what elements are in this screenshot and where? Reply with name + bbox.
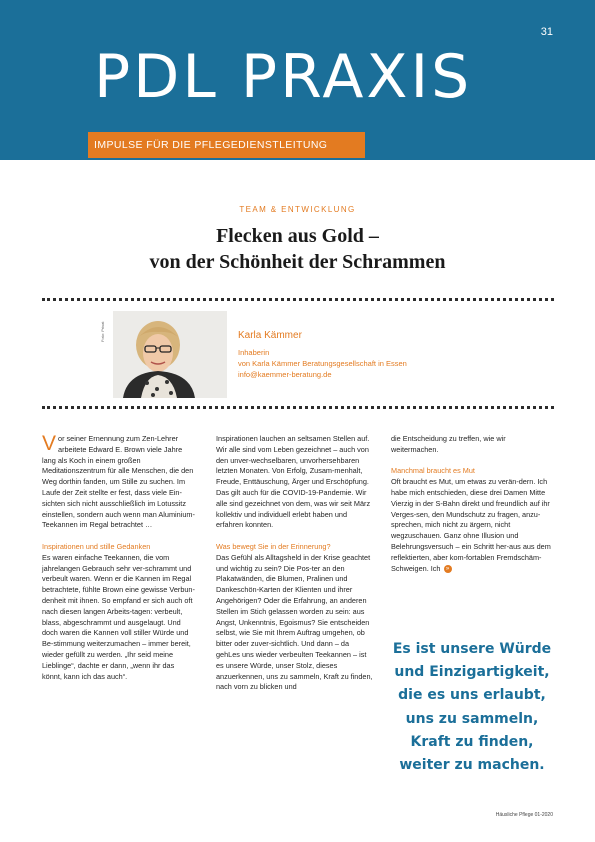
pull-quote-line: und Einzigartigkeit, [394, 664, 550, 681]
text-column-3 [391, 434, 553, 574]
subheading: Manchmal braucht es Mut [391, 466, 475, 476]
author-photo [113, 311, 227, 398]
dotted-divider-top [42, 298, 554, 301]
pull-quote-line: Es ist unsere Würde [392, 641, 552, 657]
pull-quote-line: weiter zu machen. [399, 757, 545, 774]
magazine-title: PDL PRAXIS [94, 42, 473, 112]
subheading: Inspirationen und stille Gedanken [42, 541, 151, 551]
text-column-2 [216, 434, 374, 693]
subheading: Was bewegt Sie in der Erinnerung? [216, 541, 331, 551]
footer-issue: Häusliche Pflege 01-2020 [495, 812, 553, 818]
paragraph: Vor seiner Ernennung zum Zen-Lehrer arbeitete Edward E. Brown viele Jahre lang als Koch in einem großen Meditationszentrum für alle Menschen, die den Weg dorthin fanden, um Stille zu suchen. Im Laufe der Zeit stellte er fest, dass viele Ein-sichten sich nicht ausschließlich im Lotussitz einstellen, sondern auch wenn man Aluminium-Teekannen im Regal betrachtet … [42, 432, 195, 530]
text-column-1 [42, 434, 195, 682]
pull-quote [391, 638, 553, 777]
magazine-subtitle: IMPULSE FÜR DIE PFLEGEDIENSTLEITUNG [94, 139, 328, 151]
paragraph: Das Gefühl als Alltagsheld in der Krise geachtet und wichtig zu sein? Die Pos-ter an den Plakatwänden, die Blumen, Pralinen und Dankeschön-Karten der Klienten und ihrer Angehörigen? Oder die Erfahrung, an anderen Stellen im Stich gelassen worden zu sein: aus Angst, Unkenntnis, Egoismus? Sie entscheiden selbst, wie Sie mit Ihrem Auftrag umgehen, ob bitter oder zuver-sichtlich. Und dann – da gehLes uns wieder verbeulten Teekannen – ist es unsere Würde, unser Stolz, dieses anzuerkennen, uns zu sammeln, Kraft zu finden, nach vorn zu blicken und [216, 552, 373, 692]
article-headline-line1: Flecken aus Gold – [216, 225, 379, 247]
page-number: 31 [540, 26, 553, 38]
article-category: TEAM & ENTWICKLUNG [239, 205, 356, 214]
paragraph: Inspirationen lauchen an seltsamen Stellen auf. Wir alle sind vom Leben gezeichnet – auch von den unver-wechselbaren, unvorhersehbaren letzten Monaten. Von Erfolg, Zusam-menhalt, Freude, Enttäuschung, Ärger und Erschöpfung. Das gilt auch für die COVID-19-Pandemie. Wir alle sind gezeichnet von dem, was wir seit März kollektiv und individuell erlebt haben und erfahren konnten. [216, 434, 371, 530]
paragraph: Es waren einfache Teekannen, die vom jahrelangen Gebrauch sehr ver-schrammt und verbeult waren. Wenn er die Kannen im Regal betrachtete, fühlte Brown eine gewisse Verbun-denheit mit ihnen. So empfand er sich auch oft nach diesen langen Arbeits-tagen: verbeult, blass, abgeschrammt und ausgelaugt. Und doch waren die Kannen voll stiller Würde und Be-stimmung weiterzumachen – immer bereit, wieder gefüllt zu werden. „Ihr seid meine Lieblinge“, dachte er dann, „wenn ihr das könnt, kann ich das auch“. [42, 552, 195, 681]
header-band [0, 0, 595, 160]
pull-quote-line: die es uns erlaubt, [398, 687, 546, 704]
author-email[interactable]: info@kaemmer-beratung.de [238, 370, 332, 379]
pull-quote-line: uns zu sammeln, [405, 710, 539, 727]
article-headline-line2: von der Schönheit der Schrammen [149, 251, 446, 273]
drop-cap: V [42, 432, 57, 455]
dotted-divider-bottom [42, 406, 554, 409]
article-end-icon: » [444, 565, 452, 573]
pull-quote-line: Kraft zu finden, [410, 733, 534, 750]
paragraph: die Entscheidung zu treffen, wie wir weitermachen. [391, 434, 506, 454]
photo-credit: Foto: Privat [100, 321, 105, 342]
author-role: Inhaberin [238, 348, 270, 357]
paragraph: Oft braucht es Mut, um etwas zu verän-dern. Ich habe mich entschieden, diese drei Damen Mitte Vierzig in der S-Bahn direkt und freundlich auf ihr Verges-sen, den Mundschutz zu fragen, anzu-sprechen, mich nicht zu ärgern, nicht wegzuschauen. Ganz ohne Illusion und Belehrungsversuch – ein Schritt her-aus aus dem reflektierten, aber kom-fortablen Fremdschäm-Schweigen. Ich » [391, 477, 551, 573]
author-company: von Karla Kämmer Beratungsgesellschaft in Essen [238, 359, 407, 368]
author-portrait-illustration [113, 311, 227, 398]
author-name: Karla Kämmer [238, 330, 302, 341]
